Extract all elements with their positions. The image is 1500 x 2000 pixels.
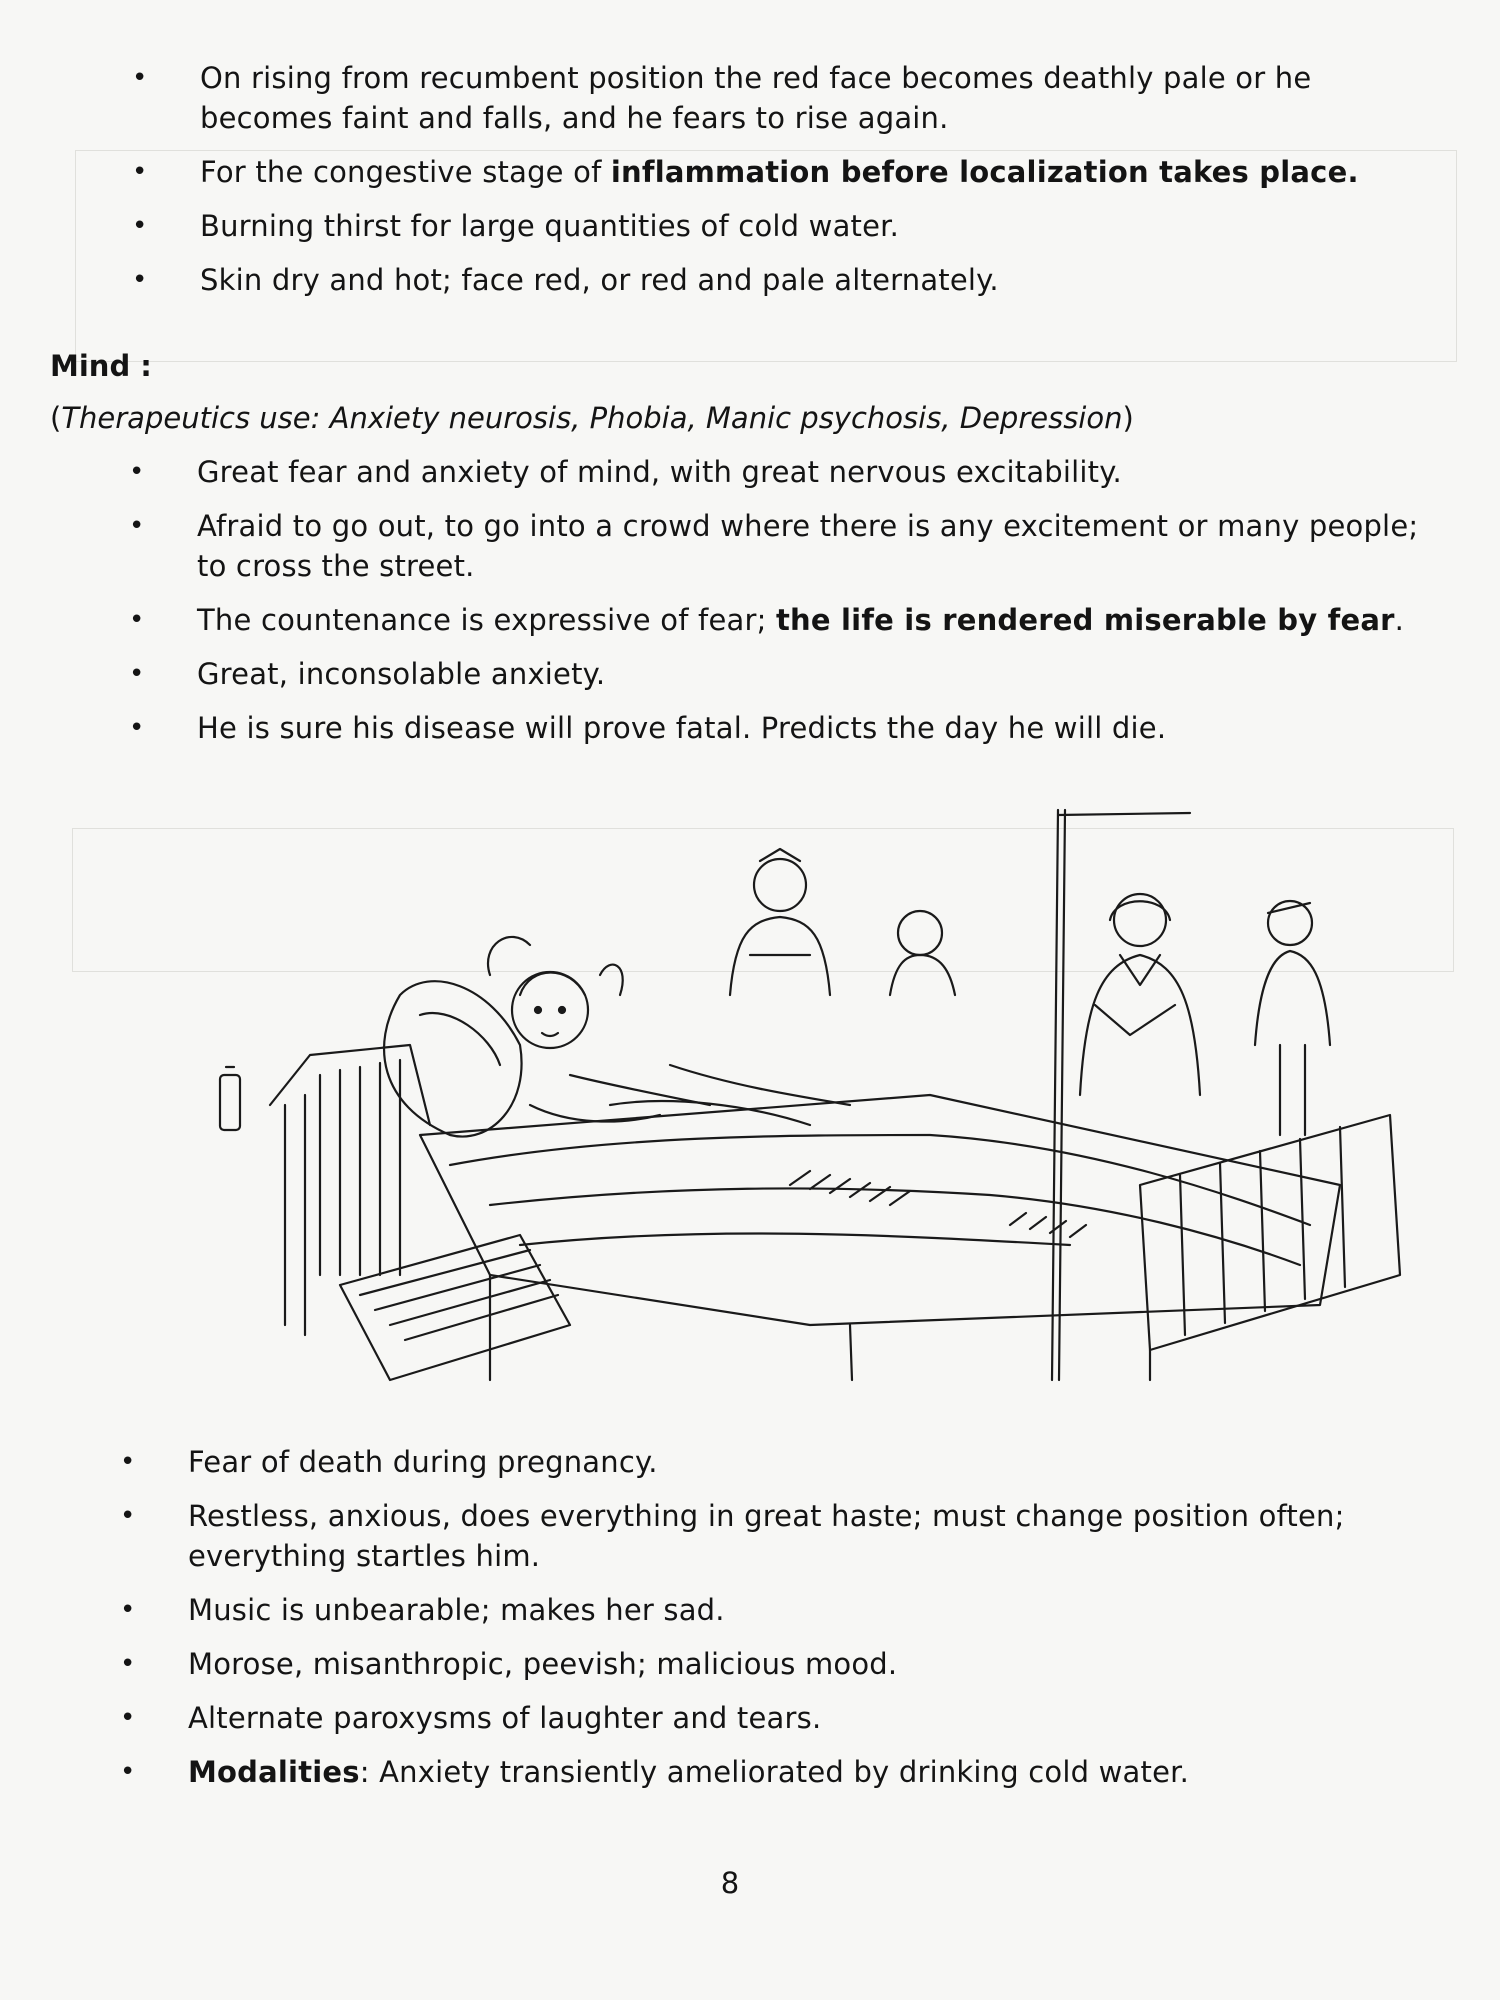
page-number: 8	[720, 1866, 740, 1900]
list-item: • Skin dry and hot; face red, or red and pale alternately.	[200, 260, 1450, 300]
list-item: • Burning thirst for large quantities of cold water.	[200, 206, 1450, 246]
list-item: • Morose, misanthropic, peevish; malicious mood.	[188, 1644, 1448, 1684]
list-item: • Afraid to go out, to go into a crowd where there is any excitement or many people; to cross the street.	[197, 506, 1447, 586]
list-item: • Fear of death during pregnancy.	[188, 1442, 1448, 1482]
list-item: • On rising from recumbent position the red face becomes deathly pale or he becomes faint and falls, and he fears to rise again.	[200, 58, 1450, 138]
list-item: • Alternate paroxysms of laughter and tears.	[188, 1698, 1448, 1738]
list-item: • He is sure his disease will prove fatal. Predicts the day he will die.	[197, 708, 1447, 748]
list-item: • Modalities: Anxiety transiently ameliorated by drinking cold water.	[188, 1752, 1448, 1792]
list-item: • The countenance is expressive of fear; the life is rendered miserable by fear.	[197, 600, 1447, 640]
list-item: • Great, inconsolable anxiety.	[197, 654, 1447, 694]
list-item: • Restless, anxious, does everything in great haste; must change position often; everything startles him.	[188, 1496, 1448, 1576]
list-item: • Music is unbearable; makes her sad.	[188, 1590, 1448, 1630]
hospital-bed-scene-illustration	[190, 805, 1420, 1385]
list-item: • Great fear and anxiety of mind, with great nervous excitability.	[197, 452, 1447, 492]
therapeutics-note: (Therapeutics use: Anxiety neurosis, Phobia, Manic psychosis, Depression)	[50, 401, 1134, 435]
bottom-symptom-list	[188, 1442, 1448, 1806]
list-item: • For the congestive stage of inflammation before localization takes place.	[200, 152, 1450, 192]
top-symptom-list	[200, 58, 1450, 314]
section-heading-mind: Mind :	[50, 349, 152, 383]
mind-symptom-list	[197, 452, 1447, 762]
